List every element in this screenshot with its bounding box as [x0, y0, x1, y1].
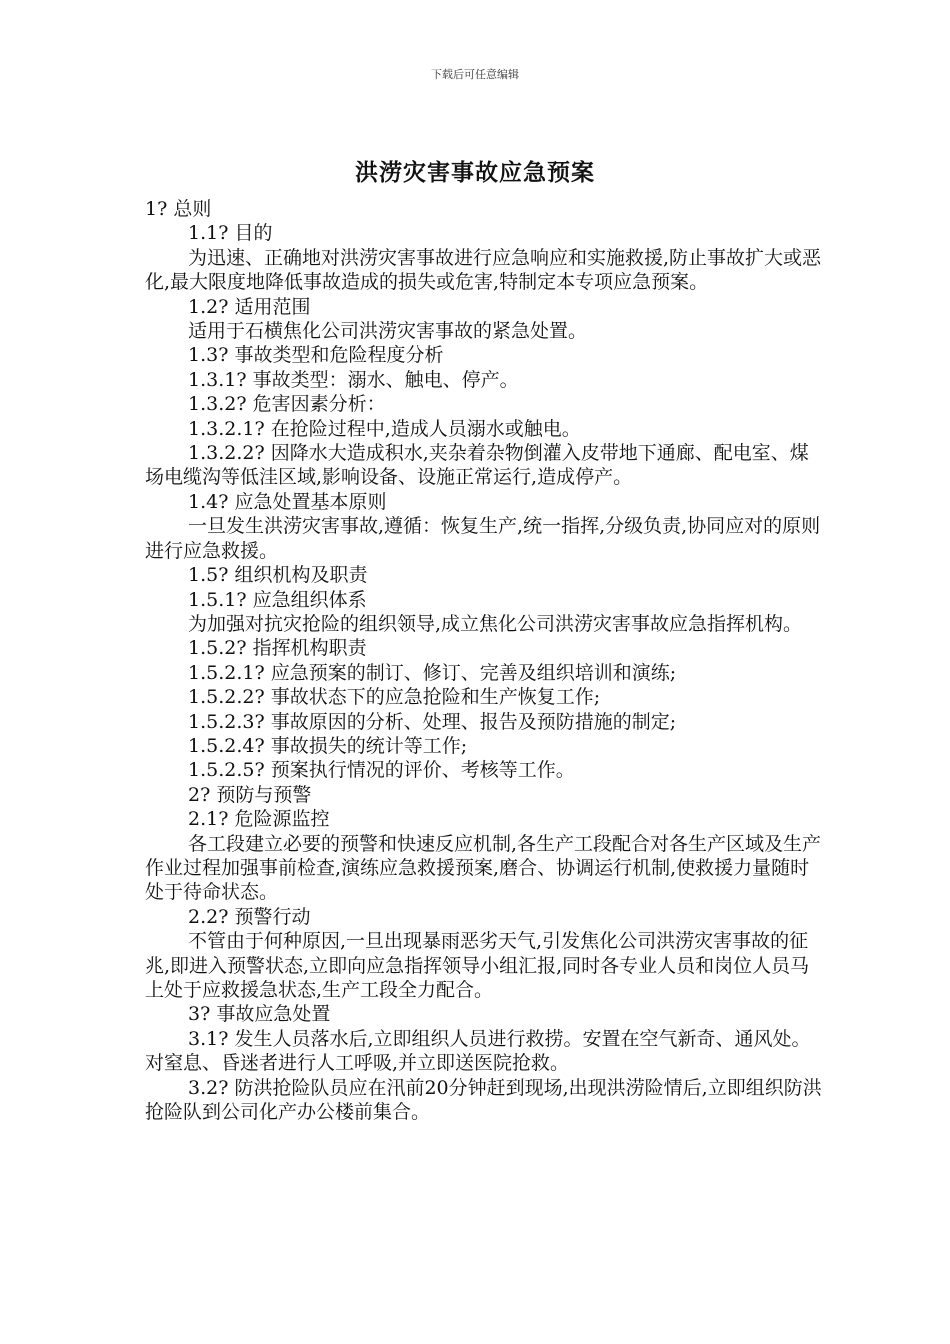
paragraph: 1.1? 目的	[188, 222, 273, 245]
paragraph: 1.5.2? 指挥机构职责	[188, 637, 367, 660]
paragraph: 2? 预防与预警	[188, 783, 312, 806]
document-body	[145, 197, 825, 1124]
paragraph: 1.3.1? 事故类型：溺水、触电、停产。	[188, 368, 519, 391]
paragraph: 1.5.2.4? 事故损失的统计等工作;	[188, 734, 468, 757]
paragraph: 为迅速、正确地对洪涝灾害事故进行应急响应和实施救援,防止事故扩大或恶化,最大限度地降低事故造成的损失或危害,特制定本专项应急预案。	[145, 246, 822, 294]
document-title: 洪涝灾害事故应急预案	[355, 160, 595, 186]
paragraph: 1.3.2.2? 因降水大造成积水,夹杂着杂物倒灌入皮带地下通廊、配电室、煤场电缆沟等低洼区域,影响设备、设施正常运行,造成停产。	[145, 442, 809, 489]
paragraph: 1.5.1? 应急组织体系	[188, 588, 367, 611]
page-header: 下载后可任意编辑	[431, 68, 519, 81]
paragraph: 1.5.2.3? 事故原因的分析、处理、报告及预防措施的制定;	[188, 710, 677, 733]
paragraph: 不管由于何种原因,一旦出现暴雨恶劣天气,引发焦化公司洪涝灾害事故的征兆,即进入预警状态,立即向应急指挥领导小组汇报,同时各专业人员和岗位人员马上处于应救援急状态,生产工段全力配合。	[145, 930, 810, 1001]
paragraph: 为加强对抗灾抢险的组织领导,成立焦化公司洪涝灾害事故应急指挥机构。	[188, 612, 803, 635]
paragraph: 1.5.2.2? 事故状态下的应急抢险和生产恢复工作;	[188, 686, 601, 709]
paragraph: 2.1? 危险源监控	[188, 808, 330, 831]
paragraph: 3? 事故应急处置	[188, 1003, 331, 1026]
paragraph: 适用于石横焦化公司洪涝灾害事故的紧急处置。	[188, 320, 588, 343]
paragraph: 1.5? 组织机构及职责	[188, 564, 368, 587]
paragraph: 1.2? 适用范围	[188, 295, 311, 318]
paragraph: 3.2? 防洪抢险队员应在汛前20分钟赶到现场,出现洪涝险情后,立即组织防洪抢险队到公司化产办公楼前集合。	[145, 1076, 822, 1124]
paragraph: 各工段建立必要的预警和快速反应机制,各生产工段配合对各生产区域及生产作业过程加强事前检查,演练应急救援预案,磨合、协调运行机制,使救援力量随时处于待命状态。	[145, 832, 822, 904]
paragraph: 一旦发生洪涝灾害事故,遵循：恢复生产,统一指挥,分级负责,协同应对的原则进行应急救援。	[145, 515, 821, 562]
paragraph: 1? 总则	[145, 198, 212, 220]
paragraph: 1.3.2? 危害因素分析：	[188, 393, 386, 416]
paragraph: 1.3.2.1? 在抢险过程中,造成人员溺水或触电。	[188, 417, 581, 440]
paragraph: 3.1? 发生人员落水后,立即组织人员进行救捞。安置在空气新奇、通风处。对窒息、昏迷者进行人工呼吸,并立即送医院抢救。	[145, 1027, 811, 1075]
paragraph: 1.4? 应急处置基本原则	[188, 490, 387, 513]
paragraph: 1.5.2.5? 预案执行情况的评价、考核等工作。	[188, 759, 575, 782]
paragraph: 2.2? 预警行动	[188, 905, 311, 928]
paragraph: 1.5.2.1? 应急预案的制订、修订、完善及组织培训和演练;	[188, 661, 677, 684]
paragraph: 1.3? 事故类型和危险程度分析	[188, 344, 444, 367]
